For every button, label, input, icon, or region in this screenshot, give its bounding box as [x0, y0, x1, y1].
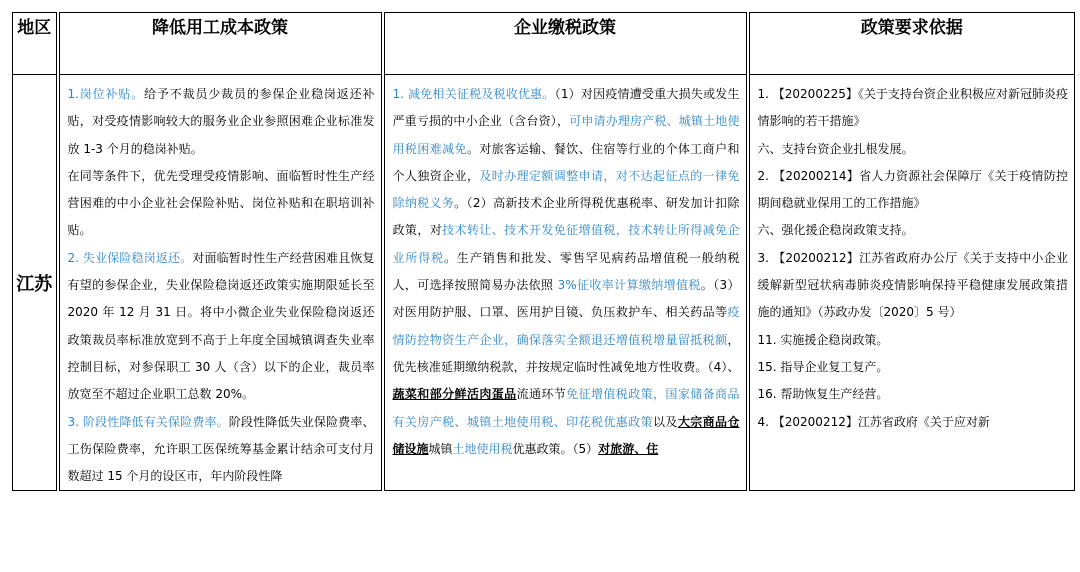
tax-text-run: 技术转让、技术开发免征增值税，技术转让所得减免企业所得税: [392, 223, 740, 265]
tax-text-run: 免征增值税政策，国家储备商品有关房产税、城镇土地使用税、印花税优惠政策: [392, 387, 740, 429]
labor-paragraph: [68, 409, 375, 491]
basis-item: 六、支持台资企业扎根发展。: [757, 141, 914, 156]
tax-text-run: 及时办理定额调整申请，对不达起征点的一律免除纳税义务: [392, 168, 740, 211]
tax-text-run: ，优先核准延期缴纳税款，并按规定临时性减免地方性收费。（4）、: [392, 332, 740, 374]
tax-paragraph: [393, 81, 740, 463]
labor-cost-cell: [58, 75, 383, 491]
tax-text-run: 流通环节: [516, 387, 567, 402]
tax-text-run: 蔬菜和部分鲜活肉蛋品: [392, 387, 517, 402]
tax-text-run: 可申请办理房产税、城镇土地使用税困难减免: [392, 114, 740, 156]
header-region: 地区: [13, 13, 58, 75]
header-labor-cost: 降低用工成本政策: [58, 13, 383, 75]
tax-text-run: 优惠政策。（5）: [512, 441, 599, 456]
tax-text-run: 对旅游、住: [598, 441, 659, 456]
header-basis: 政策要求依据: [748, 13, 1075, 75]
tax-text-run: 疫情防控物资生产企业，确保落实全额退还增值税增量留抵税额: [392, 305, 740, 347]
labor-text-run: 阶段性降低失业保险费率、工伤保险费率，允许职工医保统筹基金累计结余可支付月数超过 15 个月的设区市，年内阶段性降: [67, 414, 375, 484]
tax-text-run: 。生产销售和批发、零售罕见病药品增值税一般纳税人，可选择按照简易办法依照: [392, 250, 740, 293]
tax-text-run: 城镇: [428, 441, 453, 456]
policy-table: [12, 12, 1075, 491]
labor-text-run: 2. 失业保险稳岗返还。: [67, 250, 193, 265]
basis-item: 11. 实施援企稳岗政策。: [757, 332, 889, 347]
header-row: [13, 13, 1075, 75]
labor-text-run: 3. 阶段性降低有关保险费率。: [67, 414, 229, 429]
labor-paragraph: [68, 245, 375, 409]
tax-text-run: 。（3）对医用防护服、口罩、医用护目镜、负压救护车、相关药品等: [392, 278, 740, 320]
basis-item: 六、强化援企稳岗政策支持。: [757, 223, 914, 238]
labor-text-run: 1.岗位补贴。: [67, 87, 145, 101]
labor-paragraph: [68, 81, 375, 163]
basis-item: 15. 指导企业复工复产。: [757, 359, 889, 374]
region-cell: 江苏: [13, 75, 58, 491]
tax-text-run: 土地使用税: [452, 441, 513, 456]
tax-text-run: 以及: [653, 414, 678, 429]
tax-text-run: 。对旅客运输、餐饮、住宿等行业的个体工商户和个人独资企业，: [392, 141, 740, 183]
basis-cell: [748, 75, 1075, 491]
labor-text-run: 给予不裁员少裁员的参保企业稳岗返还补贴，对受疫情影响较大的服务业企业参照困难企业标准发放 1-3 个月的稳岗补贴。: [67, 87, 375, 156]
labor-paragraph: [68, 163, 375, 245]
table-row: [13, 75, 1075, 491]
tax-text-run: 3%征收率计算缴纳增值税: [557, 278, 701, 293]
tax-text-run: 1. 减免相关征税及税收优惠。: [392, 87, 555, 101]
labor-text-run: 在同等条件下，优先受理受疫情影响、面临暂时性生产经营困难的中小企业社会保险补贴、岗位补贴和在职培训补贴。: [67, 168, 375, 238]
policy-table-sheet: [12, 12, 1080, 572]
labor-text-run: 对面临暂时性生产经营困难且恢复有望的参保企业，失业保险稳岗返还政策实施期限延长至 2020 年 12 月 31 日。将中小微企业失业保险稳岗返还政策裁员率标准放宽到不高于上年度全国城镇调查失业率控制目标，对参保职工 30 人（含）以下的企业，裁员率放宽至不超过企业职工总数 20%。: [67, 250, 375, 402]
header-tax: 企业缴税政策: [383, 13, 748, 75]
tax-cell: [383, 75, 748, 491]
basis-item: 1. 【20200225】《关于支持台资企业积极应对新冠肺炎疫情影响的若干措施》: [757, 87, 1068, 129]
tax-text-run: 。（2）高新技术企业所得税优惠税率、研发加计扣除政策，对: [392, 196, 740, 238]
tax-text-run: （1）对因疫情遭受重大损失或发生严重亏损的中小企业（含台资），: [392, 87, 740, 129]
basis-item: 4. 【20200212】江苏省政府《关于应对新: [757, 414, 990, 429]
basis-item: 2. 【20200214】省人力资源社会保障厅《关于疫情防控期间稳就业保用工的工作措施》: [757, 168, 1068, 211]
basis-item: 16. 帮助恢复生产经营。: [757, 387, 889, 402]
tax-text-run: 大宗商品仓储设施: [392, 414, 740, 456]
basis-item: 3. 【20200212】江苏省政府办公厅《关于支持中小企业缓解新型冠状病毒肺炎疫情影响保持平稳健康发展政策措施的通知》（苏政办发〔2020〕5 号）: [757, 250, 1068, 320]
